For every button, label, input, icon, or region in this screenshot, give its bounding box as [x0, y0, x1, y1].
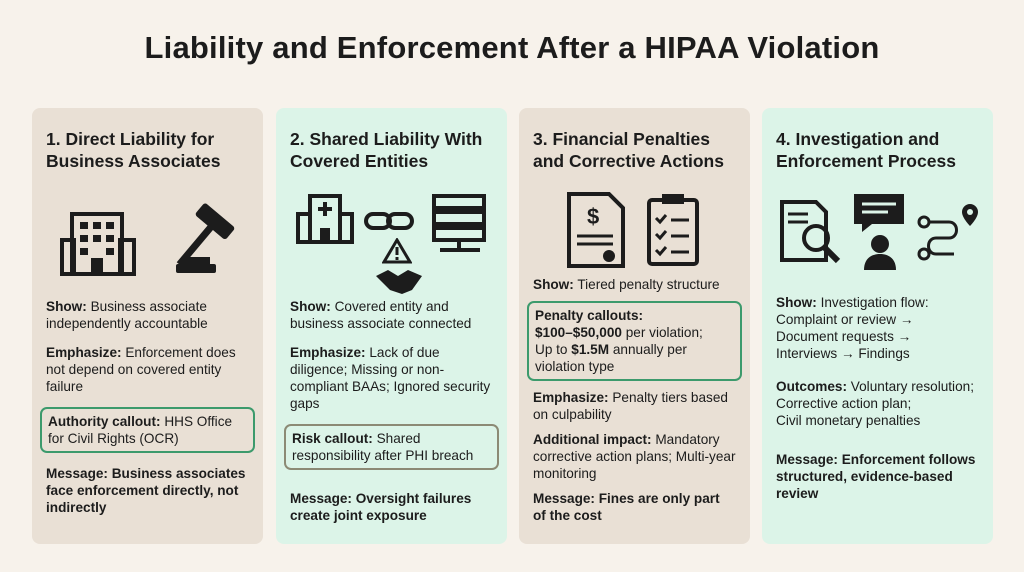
callout-label: Penalty callouts:	[535, 308, 644, 323]
outcomes-label: Outcomes:	[776, 379, 848, 394]
message: Message: Enforcement follows structured, evidence-based review	[776, 452, 976, 501]
interview-speech-person-icon	[852, 192, 908, 272]
handshake-icon	[374, 266, 424, 296]
callout-label: Authority callout:	[48, 414, 161, 429]
emphasize-label: Emphasize:	[533, 390, 609, 405]
emphasize-text: Enforcement does not depend on covered entity failure	[46, 345, 236, 394]
office-building-icon	[60, 210, 140, 276]
additional-label: Additional impact:	[533, 432, 652, 447]
process-route-icon	[916, 202, 982, 262]
page-title: Liability and Enforcement After a HIPAA Violation	[144, 30, 880, 65]
callout-text: annually per violation type	[535, 342, 687, 374]
panel-shared-liability	[276, 108, 507, 544]
additional-text: Mandatory corrective action plans; Multi-year monitoring	[533, 432, 736, 481]
penalty-range: $100–$50,000	[535, 325, 622, 340]
flow-step: Document requests →	[776, 329, 912, 344]
checklist-clipboard-icon	[645, 192, 701, 268]
callout-label: Risk callout:	[292, 431, 373, 446]
message: Message: Business associates face enforcement directly, not indirectly	[46, 466, 246, 515]
emphasize-text: Lack of due diligence; Missing or non-compliant BAAs; Ignored security gaps	[290, 345, 491, 411]
panel-heading: 2. Shared Liability With Covered Entities	[290, 129, 483, 171]
flow-step: Interviews → Findings	[776, 346, 910, 361]
show-label: Show:	[776, 295, 817, 310]
warning-icon	[382, 238, 412, 264]
invoice-document-icon	[565, 192, 627, 268]
message: Message: Fines are only part of the cost	[533, 491, 720, 523]
gavel-icon	[166, 202, 256, 278]
callout-text: Shared responsibility after PHI breach	[292, 431, 474, 463]
panel-heading: 4. Investigation and Enforcement Process	[776, 129, 956, 171]
svg-text:$: $	[587, 204, 600, 229]
show-text: Tiered penalty structure	[577, 277, 720, 292]
show-text: Investigation flow:	[820, 295, 929, 310]
flow-step: Complaint or review →	[776, 312, 914, 327]
emphasize-text: Penalty tiers based on culpability	[533, 390, 728, 422]
emphasize-label: Emphasize:	[290, 345, 366, 360]
emphasize-label: Emphasize:	[46, 345, 122, 360]
penalty-callout	[527, 301, 742, 381]
chain-link-icon	[364, 210, 414, 232]
panel-heading: 3. Financial Penalties and Corrective Actions	[533, 129, 724, 171]
panel-direct-liability	[32, 108, 263, 544]
show-label: Show:	[46, 299, 87, 314]
panel-investigation	[762, 108, 993, 544]
show-label: Show:	[533, 277, 574, 292]
server-icon	[430, 194, 490, 254]
outcome: Voluntary resolution;	[850, 379, 974, 394]
outcome: Civil monetary penalties	[776, 413, 921, 428]
callout-text: per violation;	[625, 325, 703, 340]
callout-text: Up to	[535, 342, 568, 357]
authority-callout	[40, 407, 255, 453]
risk-callout	[284, 424, 499, 470]
show-text: Covered entity and business associate connected	[290, 299, 472, 331]
message: Message: Oversight failures create joint exposure	[290, 491, 472, 523]
annual-cap: $1.5M	[571, 342, 610, 357]
hospital-icon	[296, 194, 356, 244]
callout-text: HHS Office for Civil Rights (OCR)	[48, 414, 233, 446]
panel-heading: 1. Direct Liability for Business Associates	[46, 129, 221, 171]
document-search-icon	[778, 200, 844, 264]
panel-financial-penalties	[519, 108, 750, 544]
outcome: Corrective action plan;	[776, 396, 912, 411]
show-text: Business associate independently accountable	[46, 299, 208, 331]
show-label: Show:	[290, 299, 331, 314]
